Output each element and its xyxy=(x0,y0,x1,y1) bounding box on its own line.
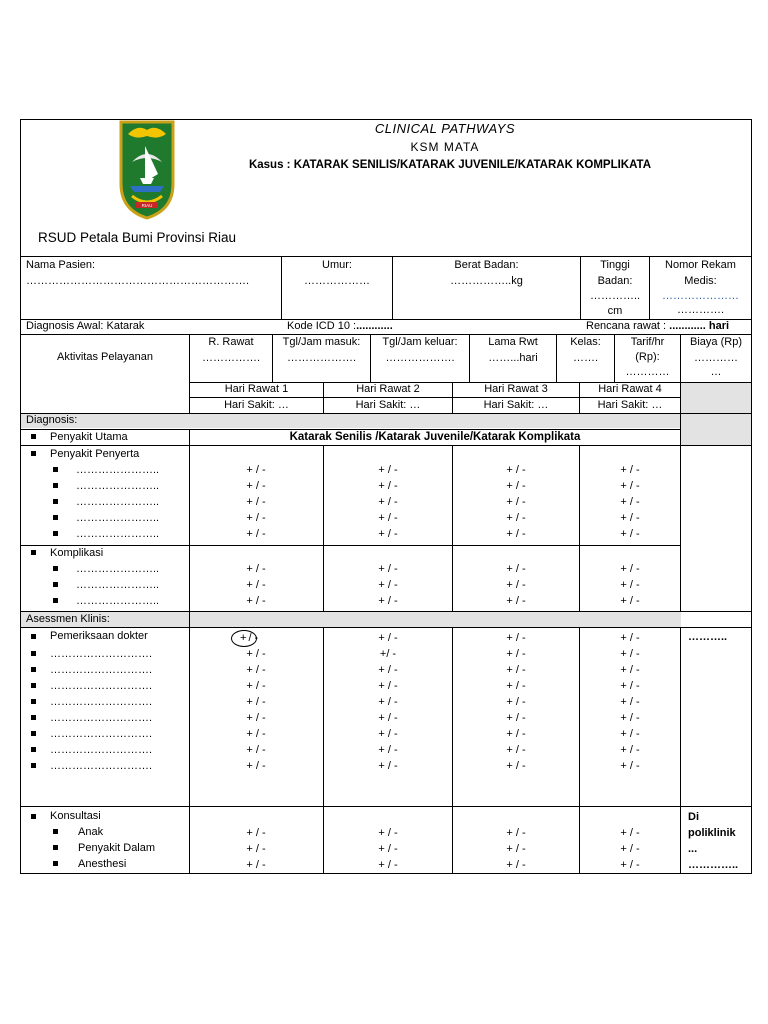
bullet xyxy=(31,715,36,720)
plus-minus-toggle[interactable]: + / - xyxy=(246,648,266,660)
bullet xyxy=(53,845,58,850)
plus-minus-toggle[interactable]: + / - xyxy=(246,680,266,692)
plus-minus-toggle[interactable]: + / - xyxy=(378,595,398,607)
bullet xyxy=(53,598,58,603)
plus-minus-toggle[interactable]: + / - xyxy=(378,827,398,839)
bullet xyxy=(53,566,58,571)
blank-item-field[interactable]: ………………….. xyxy=(76,512,160,524)
tarif-label-2: (Rp): xyxy=(635,351,660,363)
blank-item-field[interactable]: ………………………. xyxy=(50,712,153,724)
pemeriksaan-dokter-note: ……….. xyxy=(688,631,728,643)
plus-minus-toggle[interactable]: + / - xyxy=(506,744,526,756)
blank-item-field[interactable]: ………………….. xyxy=(76,563,160,575)
plus-minus-toggle[interactable]: + / - xyxy=(620,563,640,575)
tinggi-badan-label: Tinggi xyxy=(600,259,630,271)
plus-minus-toggle[interactable]: + / - xyxy=(378,496,398,508)
plus-minus-toggle[interactable]: + / - xyxy=(620,632,640,644)
hari-sakit-1[interactable]: Hari Sakit: … xyxy=(224,399,289,411)
kode-icd-label: Kode ICD 10 :............ xyxy=(287,320,393,332)
plus-minus-toggle[interactable]: + / - xyxy=(620,712,640,724)
plus-minus-toggle[interactable]: + / - xyxy=(246,496,266,508)
plus-minus-toggle[interactable]: + / - xyxy=(246,859,266,871)
tinggi-badan-label-2: Badan: xyxy=(597,275,633,287)
plus-minus-toggle[interactable]: + / - xyxy=(378,728,398,740)
bullet xyxy=(53,829,58,834)
hari-rawat-4: Hari Rawat 4 xyxy=(598,383,662,395)
plus-minus-toggle[interactable]: + / - xyxy=(620,512,640,524)
plus-minus-toggle[interactable]: + / - xyxy=(378,632,398,644)
bullet xyxy=(53,531,58,536)
rencana-rawat: Rencana rawat : ............ hari xyxy=(586,320,730,332)
tgl-masuk-label: Tgl/Jam masuk: xyxy=(282,336,361,348)
plus-minus-toggle[interactable]: + / - xyxy=(506,760,526,772)
blank-item-field[interactable]: ………………….. xyxy=(76,595,160,607)
diagnosis-section-title: Diagnosis: xyxy=(26,414,78,426)
plus-minus-toggle[interactable]: + / - xyxy=(620,680,640,692)
plus-minus-toggle[interactable]: + / - xyxy=(378,512,398,524)
plus-minus-toggle[interactable]: + / - xyxy=(246,760,266,772)
plus-minus-toggle[interactable]: + / - xyxy=(378,859,398,871)
plus-minus-toggle[interactable]: + / - xyxy=(620,728,640,740)
plus-minus-toggle[interactable]: + / - xyxy=(620,528,640,540)
plus-minus-toggle[interactable]: + / - xyxy=(620,595,640,607)
plus-minus-toggle[interactable]: + / - xyxy=(506,512,526,524)
bullet xyxy=(31,667,36,672)
plus-minus-toggle[interactable]: + / - xyxy=(378,664,398,676)
plus-minus-toggle[interactable]: + / - xyxy=(246,696,266,708)
bullet xyxy=(31,651,36,656)
plus-minus-toggle[interactable]: + / - xyxy=(506,496,526,508)
hari-rawat-1: Hari Rawat 1 xyxy=(224,383,289,395)
plus-minus-toggle[interactable]: + / - xyxy=(378,480,398,492)
blank-item-field[interactable]: ………………………. xyxy=(50,696,153,708)
biaya-label: Biaya (Rp) xyxy=(690,336,742,348)
plus-minus-toggle[interactable]: + / - xyxy=(246,712,266,724)
plus-minus-toggle[interactable]: + / - xyxy=(506,595,526,607)
tgl-masuk-field[interactable]: ………………. xyxy=(286,352,357,364)
plus-minus-toggle[interactable]: + / - xyxy=(506,579,526,591)
plus-minus-toggle[interactable]: + / - xyxy=(506,712,526,724)
blank-item-field[interactable]: ………………………. xyxy=(50,664,153,676)
pemeriksaan-dokter-label: Pemeriksaan dokter xyxy=(50,630,148,642)
plus-minus-toggle[interactable]: + / - xyxy=(506,480,526,492)
plus-minus-toggle[interactable]: + / - xyxy=(246,480,266,492)
case-title: Kasus : KATARAK SENILIS/KATARAK JUVENILE/KATARAK KOMPLIKATA xyxy=(248,159,652,171)
plus-minus-toggle[interactable]: + / - xyxy=(246,512,266,524)
plus-minus-toggle[interactable]: + / - xyxy=(506,680,526,692)
r-rawat-field[interactable]: ……………. xyxy=(201,352,261,364)
plus-minus-toggle[interactable]: + / - xyxy=(246,843,266,855)
rekam-medis-label: Nomor Rekam xyxy=(665,259,736,271)
blank-item-field[interactable]: ………………….. xyxy=(76,480,160,492)
konsultasi-note-2: poliklinik xyxy=(688,827,736,839)
plus-minus-toggle[interactable]: + / - xyxy=(620,843,640,855)
plus-minus-toggle[interactable]: + / - xyxy=(378,563,398,575)
plus-minus-toggle[interactable]: + / - xyxy=(620,579,640,591)
plus-minus-toggle[interactable]: + / - xyxy=(620,760,640,772)
nama-pasien-label: Nama Pasien: xyxy=(26,259,96,271)
bullet xyxy=(53,515,58,520)
plus-minus-toggle[interactable]: + / - xyxy=(506,528,526,540)
plus-minus-toggle[interactable]: + / - xyxy=(378,680,398,692)
konsultasi-item-1: Penyakit Dalam xyxy=(78,842,156,854)
plus-minus-toggle[interactable]: + / - xyxy=(620,696,640,708)
svg-text:RIAU: RIAU xyxy=(141,203,153,208)
plus-minus-toggle[interactable]: + / - xyxy=(378,744,398,756)
plus-minus-toggle[interactable]: + / - xyxy=(246,579,266,591)
circled-plus-text[interactable]: + / - xyxy=(240,632,259,644)
plus-minus-toggle[interactable]: + / - xyxy=(506,827,526,839)
plus-minus-toggle[interactable]: + / - xyxy=(378,696,398,708)
plus-minus-toggle[interactable]: + / - xyxy=(620,744,640,756)
plus-minus-toggle[interactable]: + / - xyxy=(506,728,526,740)
kelas-label: Kelas: xyxy=(570,336,601,348)
aktivitas-pelayanan: Aktivitas Pelayanan xyxy=(57,351,153,363)
umur-label: Umur: xyxy=(322,259,352,271)
konsultasi-note-3: ... xyxy=(688,843,698,855)
berat-badan-field[interactable]: ……………..kg xyxy=(450,275,523,287)
hari-rawat-2: Hari Rawat 2 xyxy=(356,383,420,395)
blank-item-field[interactable]: ………………………. xyxy=(50,744,153,756)
plus-minus-toggle[interactable]: + / - xyxy=(378,464,398,476)
tinggi-badan-field[interactable]: ………….. xyxy=(589,290,641,302)
plus-minus-toggle[interactable]: + / - xyxy=(620,480,640,492)
hari-rawat-3: Hari Rawat 3 xyxy=(484,383,548,395)
plus-minus-toggle[interactable]: + / - xyxy=(246,595,266,607)
nama-pasien-field[interactable]: ……………………………………………………. xyxy=(26,275,250,287)
rekam-medis-label-2: Medis: xyxy=(684,275,717,287)
penyakit-utama-value: Katarak Senilis /Katarak Juvenile/Katarak Komplikata xyxy=(289,431,581,443)
plus-minus-toggle[interactable]: + / - xyxy=(378,760,398,772)
penyakit-utama-label: Penyakit Utama xyxy=(50,431,128,443)
konsultasi-note-4: ………….. xyxy=(688,859,739,871)
asesmen-section-title: Asessmen Klinis: xyxy=(26,613,110,625)
plus-minus-toggle[interactable]: + / - xyxy=(378,528,398,540)
plus-minus-toggle[interactable]: + / - xyxy=(506,632,526,644)
plus-minus-toggle[interactable]: + / - xyxy=(378,579,398,591)
plus-minus-toggle[interactable]: + / - xyxy=(620,827,640,839)
plus-minus-toggle[interactable]: + / - xyxy=(246,563,266,575)
bullet xyxy=(31,747,36,752)
bullet xyxy=(31,699,36,704)
konsultasi-item-2: Anesthesi xyxy=(78,858,127,870)
plus-minus-toggle[interactable]: + / - xyxy=(620,648,640,660)
konsultasi-label: Konsultasi xyxy=(50,810,101,822)
blank-item-field[interactable]: ………………………. xyxy=(50,680,153,692)
blank-item-field[interactable]: ………………….. xyxy=(76,579,160,591)
blank-item-field[interactable]: ………………………. xyxy=(50,728,153,740)
plus-minus-toggle[interactable]: + / - xyxy=(620,464,640,476)
berat-badan-label: Berat Badan: xyxy=(454,259,519,271)
plus-minus-toggle[interactable]: + / - xyxy=(246,528,266,540)
plus-minus-toggle[interactable]: + / - xyxy=(506,464,526,476)
plus-minus-toggle[interactable]: + / - xyxy=(620,664,640,676)
bullet xyxy=(53,483,58,488)
plus-minus-toggle[interactable]: + / - xyxy=(246,744,266,756)
hari-sakit-4[interactable]: Hari Sakit: … xyxy=(597,399,663,411)
blank-item-field[interactable]: ………………….. xyxy=(76,464,160,476)
blank-item-field[interactable]: ………………………. xyxy=(50,648,153,660)
hospital-logo xyxy=(118,118,176,220)
plus-minus-toggle[interactable]: + / - xyxy=(506,563,526,575)
bullet xyxy=(53,861,58,866)
biaya-field-2: … xyxy=(710,366,722,378)
plus-minus-toggle[interactable]: + / - xyxy=(506,859,526,871)
umur-field[interactable]: ……………… xyxy=(304,275,370,287)
rekam-medis-field-2[interactable]: …………. xyxy=(676,304,725,316)
r-rawat-label: R. Rawat xyxy=(208,336,254,348)
plus-minus-toggle[interactable]: + / - xyxy=(246,827,266,839)
rencana-rawat-field[interactable]: ............ xyxy=(669,320,706,332)
page-title: CLINICAL PATHWAYS xyxy=(374,121,516,136)
plus-minus-toggle[interactable]: + / - xyxy=(506,696,526,708)
page-subtitle: KSM MATA xyxy=(410,140,480,154)
plus-minus-toggle[interactable]: + / - xyxy=(246,728,266,740)
blank-item-field[interactable]: ………………………. xyxy=(50,760,153,772)
plus-minus-toggle[interactable]: + / - xyxy=(246,664,266,676)
diagnosis-awal: Diagnosis Awal: Katarak xyxy=(26,320,145,332)
hari-sakit-2[interactable]: Hari Sakit: … xyxy=(355,399,421,411)
kode-icd-field[interactable]: ............ xyxy=(356,320,393,332)
hari-sakit-3[interactable]: Hari Sakit: … xyxy=(483,399,549,411)
blank-item-field[interactable]: ………………….. xyxy=(76,528,160,540)
kelas-field[interactable]: ……. xyxy=(572,352,599,364)
hospital-name: RSUD Petala Bumi Provinsi Riau xyxy=(38,230,237,245)
blank-item-field[interactable]: ………………….. xyxy=(76,496,160,508)
plus-minus-toggle[interactable]: + / - xyxy=(506,648,526,660)
bullet xyxy=(53,467,58,472)
plus-minus-toggle[interactable]: + / - xyxy=(620,859,640,871)
tarif-label: Tarif/hr xyxy=(630,336,665,348)
rekam-medis-field[interactable]: ………………… xyxy=(662,290,739,302)
plus-minus-toggle[interactable]: + / - xyxy=(246,464,266,476)
bullet xyxy=(31,763,36,768)
biaya-field[interactable]: ………… xyxy=(694,352,738,364)
tinggi-badan-unit: cm xyxy=(607,305,623,317)
plus-minus-toggle[interactable]: + / - xyxy=(378,712,398,724)
tgl-keluar-label: Tgl/Jam keluar: xyxy=(382,336,458,348)
plus-minus-toggle[interactable]: +/ - xyxy=(379,648,397,660)
tarif-field[interactable]: ………… xyxy=(625,366,670,378)
tgl-keluar-field[interactable]: ………………. xyxy=(385,352,455,364)
plus-minus-toggle[interactable]: + / - xyxy=(506,664,526,676)
penyakit-penyerta-label: Penyakit Penyerta xyxy=(50,448,140,460)
bullet xyxy=(53,499,58,504)
bullet xyxy=(53,582,58,587)
plus-minus-toggle[interactable]: + / - xyxy=(506,843,526,855)
bullet xyxy=(31,683,36,688)
bullet xyxy=(31,731,36,736)
plus-minus-toggle[interactable]: + / - xyxy=(620,496,640,508)
lama-rawat-label: Lama Rwt xyxy=(488,336,538,348)
plus-minus-toggle[interactable]: + / - xyxy=(378,843,398,855)
konsultasi-item-0: Anak xyxy=(78,826,104,838)
konsultasi-note-1: Di xyxy=(688,811,699,823)
komplikasi-label: Komplikasi xyxy=(50,547,104,559)
lama-rawat-field[interactable]: ……...hari xyxy=(488,352,538,364)
